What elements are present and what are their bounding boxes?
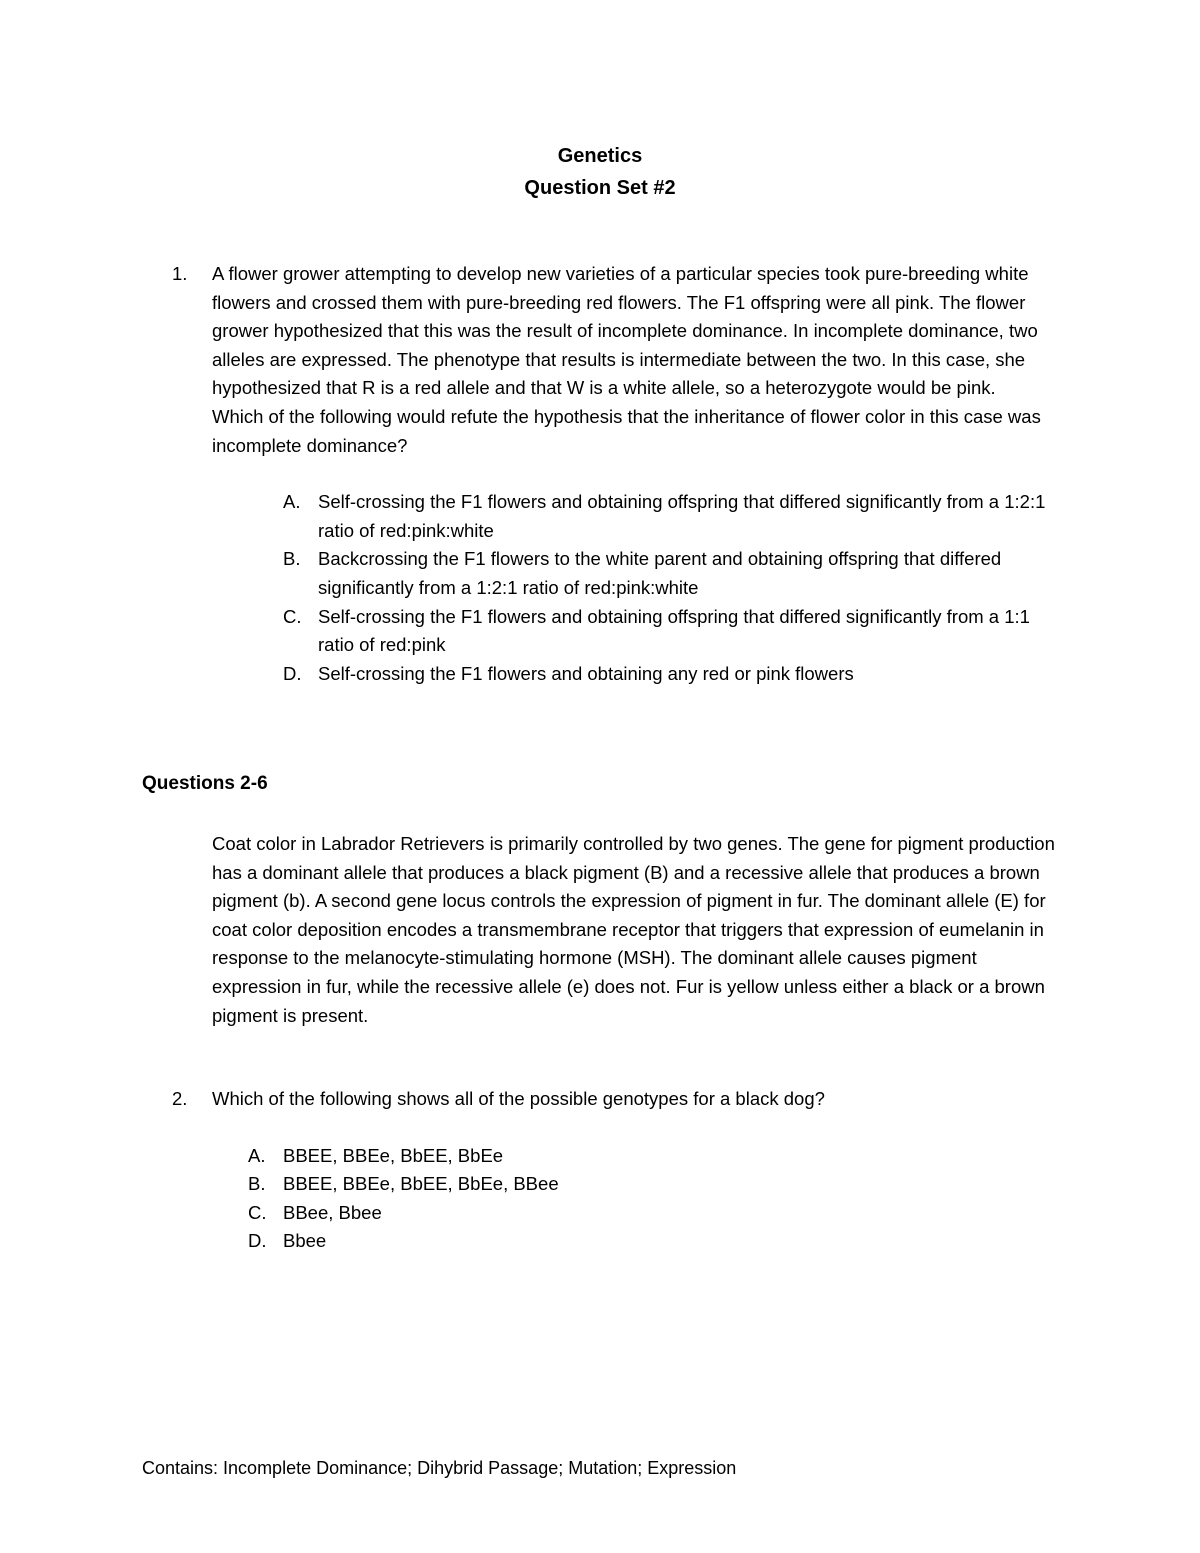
option-letter: A.	[248, 1144, 266, 1166]
passage-text: Coat color in Labrador Retrievers is primarily controlled by two genes. The gene for pigment production has a dominant allele that produces a black pigment (B) and a recessive allele that produces a brown pigment (b). A second gene locus controls the expression of pigment in fur. The dominant allele (E) for coat color deposition encodes a transmembrane receptor that triggers that expression of eumelanin in response to the melanocyte-stimulating hormone (MSH). The dominant allele causes pigment expression in fur, while the recessive allele (e) does not. Fur is yellow unless either a black or a brown pigment is present.	[212, 833, 1055, 1026]
option-letter: D.	[248, 1230, 267, 1252]
option-letter: B.	[283, 548, 301, 570]
page-subtitle: Question Set #2	[524, 177, 676, 199]
question-text: Which of the following shows all of the possible genotypes for a black dog?	[212, 1088, 825, 1109]
option-letter: C.	[248, 1201, 267, 1223]
question-number: 2.	[172, 1088, 188, 1109]
question-number: 1.	[172, 263, 188, 284]
option-letter: D.	[283, 662, 302, 684]
option-text: Bbee	[283, 1230, 327, 1252]
answer-option-b	[283, 545, 1052, 602]
answer-options	[283, 488, 1052, 688]
option-text: Self-crossing the F1 flowers and obtaining any red or pink flowers	[318, 662, 854, 684]
answer-option-c	[283, 603, 1052, 660]
option-text: Backcrossing the F1 flowers to the white parent and obtaining offspring that differed significantly from a 1:2:1 ratio of red:pink:white	[318, 548, 1002, 598]
question-1	[172, 260, 1052, 688]
footer-contains: Contains: Incomplete Dominance; Dihybrid Passage; Mutation; Expression	[142, 1458, 737, 1478]
option-text: Self-crossing the F1 flowers and obtaining offspring that differed significantly from a 1:2:1 ratio of red:pink:white	[318, 491, 1046, 541]
answer-option-c	[248, 1199, 1052, 1228]
option-letter: A.	[283, 491, 301, 513]
answer-options	[248, 1142, 1052, 1256]
question-text: A flower grower attempting to develop new varieties of a particular species took pure-breeding white flowers and crossed them with pure-breeding red flowers. The F1 offspring were all pink. The flower grower hypothesized that this was the result of incomplete dominance. In incomplete dominance, two alleles are expressed. The phenotype that results is intermediate between the two. In this case, she hypothesized that R is a red allele and that W is a white allele, so a heterozygote would be pink. Which of the following would refute the hypothesis that the inheritance of flower color in this case was incomplete dominance?	[212, 263, 1041, 456]
option-text: Self-crossing the F1 flowers and obtaining offspring that differed significantly from a 1:1 ratio of red:pink	[318, 605, 1030, 656]
answer-option-a	[248, 1142, 1052, 1171]
option-letter: C.	[283, 605, 302, 627]
option-letter: B.	[248, 1173, 266, 1195]
answer-option-d	[283, 660, 1052, 689]
answer-option-a	[283, 488, 1052, 545]
answer-option-b	[248, 1170, 1052, 1199]
section-heading: Questions 2-6	[142, 773, 268, 794]
answer-option-d	[248, 1227, 1052, 1256]
page-title: Genetics	[557, 145, 643, 167]
question-2	[172, 1085, 1052, 1256]
option-text: BBee, Bbee	[283, 1201, 382, 1223]
option-text: BBEE, BBEe, BbEE, BbEe, BBee	[283, 1173, 559, 1195]
option-text: BBEE, BBEe, BbEE, BbEe	[283, 1144, 504, 1166]
title-block	[0, 140, 1200, 204]
